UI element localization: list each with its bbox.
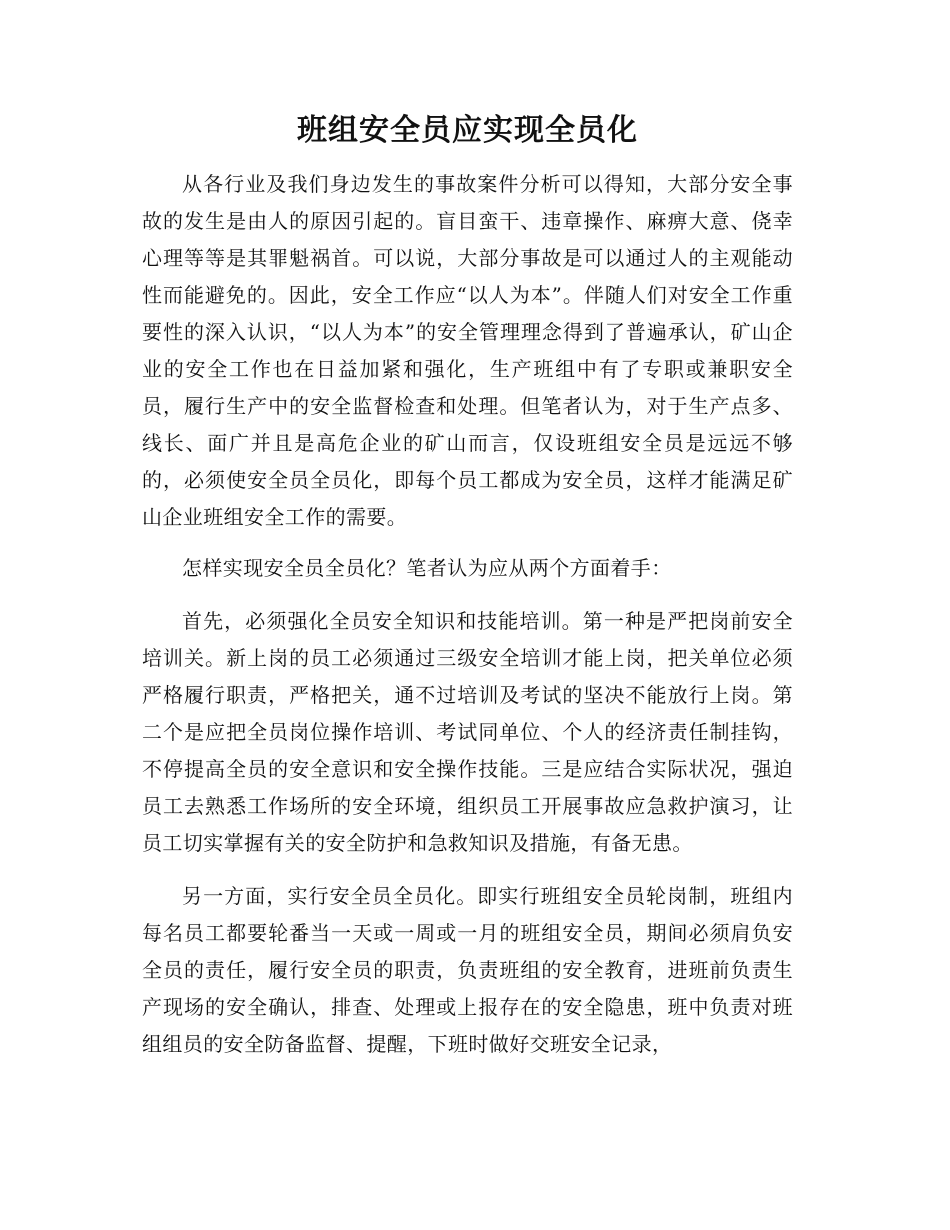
paragraph-intro: 从各行业及我们身边发生的事故案件分析可以得知，大部分安全事故的发生是由人的原因引起的。盲目蛮干、违章操作、麻痹大意、侥幸心理等等是其罪魁祸首。可以说，大部分事故是可以通过人的主观能动性而能避免的。因此，安全工作应“以人为本”。伴随人们对安全工作重要性的深入认识，“以人为本”的安全管理理念得到了普遍承认，矿山企业的安全工作也在日益加紧和强化，生产班组中有了专职或兼职安全员，履行生产中的安全监督检查和处理。但笔者认为，对于生产点多、线长、面广并且是高危企业的矿山而言，仅设班组安全员是远远不够的，必须使安全员全员化，即每个员工都成为安全员，这样才能满足矿山企业班组安全工作的需要。 [142, 172, 793, 529]
document-page [142, 0, 793, 1063]
paragraph-question: 怎样实现安全员全员化？笔者认为应从两个方面着手： [182, 556, 672, 580]
document-title: 班组安全员应实现全员化 [297, 113, 638, 148]
paragraph-training: 首先，必须强化全员安全知识和技能培训。第一种是严把岗前安全培训关。新上岗的员工必须通过三级安全培训才能上岗，把关单位必须严格履行职责，严格把关，通不过培训及考试的坚决不能放行上岗。第二个是应把全员岗位操作培训、考试同单位、个人的经济责任制挂钩，不停提高全员的安全意识和安全操作技能。三是应结合实际状况，强迫员工去熟悉工作场所的安全环境，组织员工开展事故应急救护演习，让员工切实掌握有关的安全防护和急救知识及措施，有备无患。 [142, 609, 793, 855]
paragraph-rotation: 另一方面，实行安全员全员化。即实行班组安全员轮岗制，班组内每名员工都要轮番当一天或一周或一月的班组安全员，期间必须肩负安全员的责任，履行安全员的职责，负责班组的安全教育，进班前负责生产现场的安全确认，排查、处理或上报存在的安全隐患，班中负责对班组组员的安全防备监督、提醒，下班时做好交班安全记录， [142, 884, 793, 1056]
